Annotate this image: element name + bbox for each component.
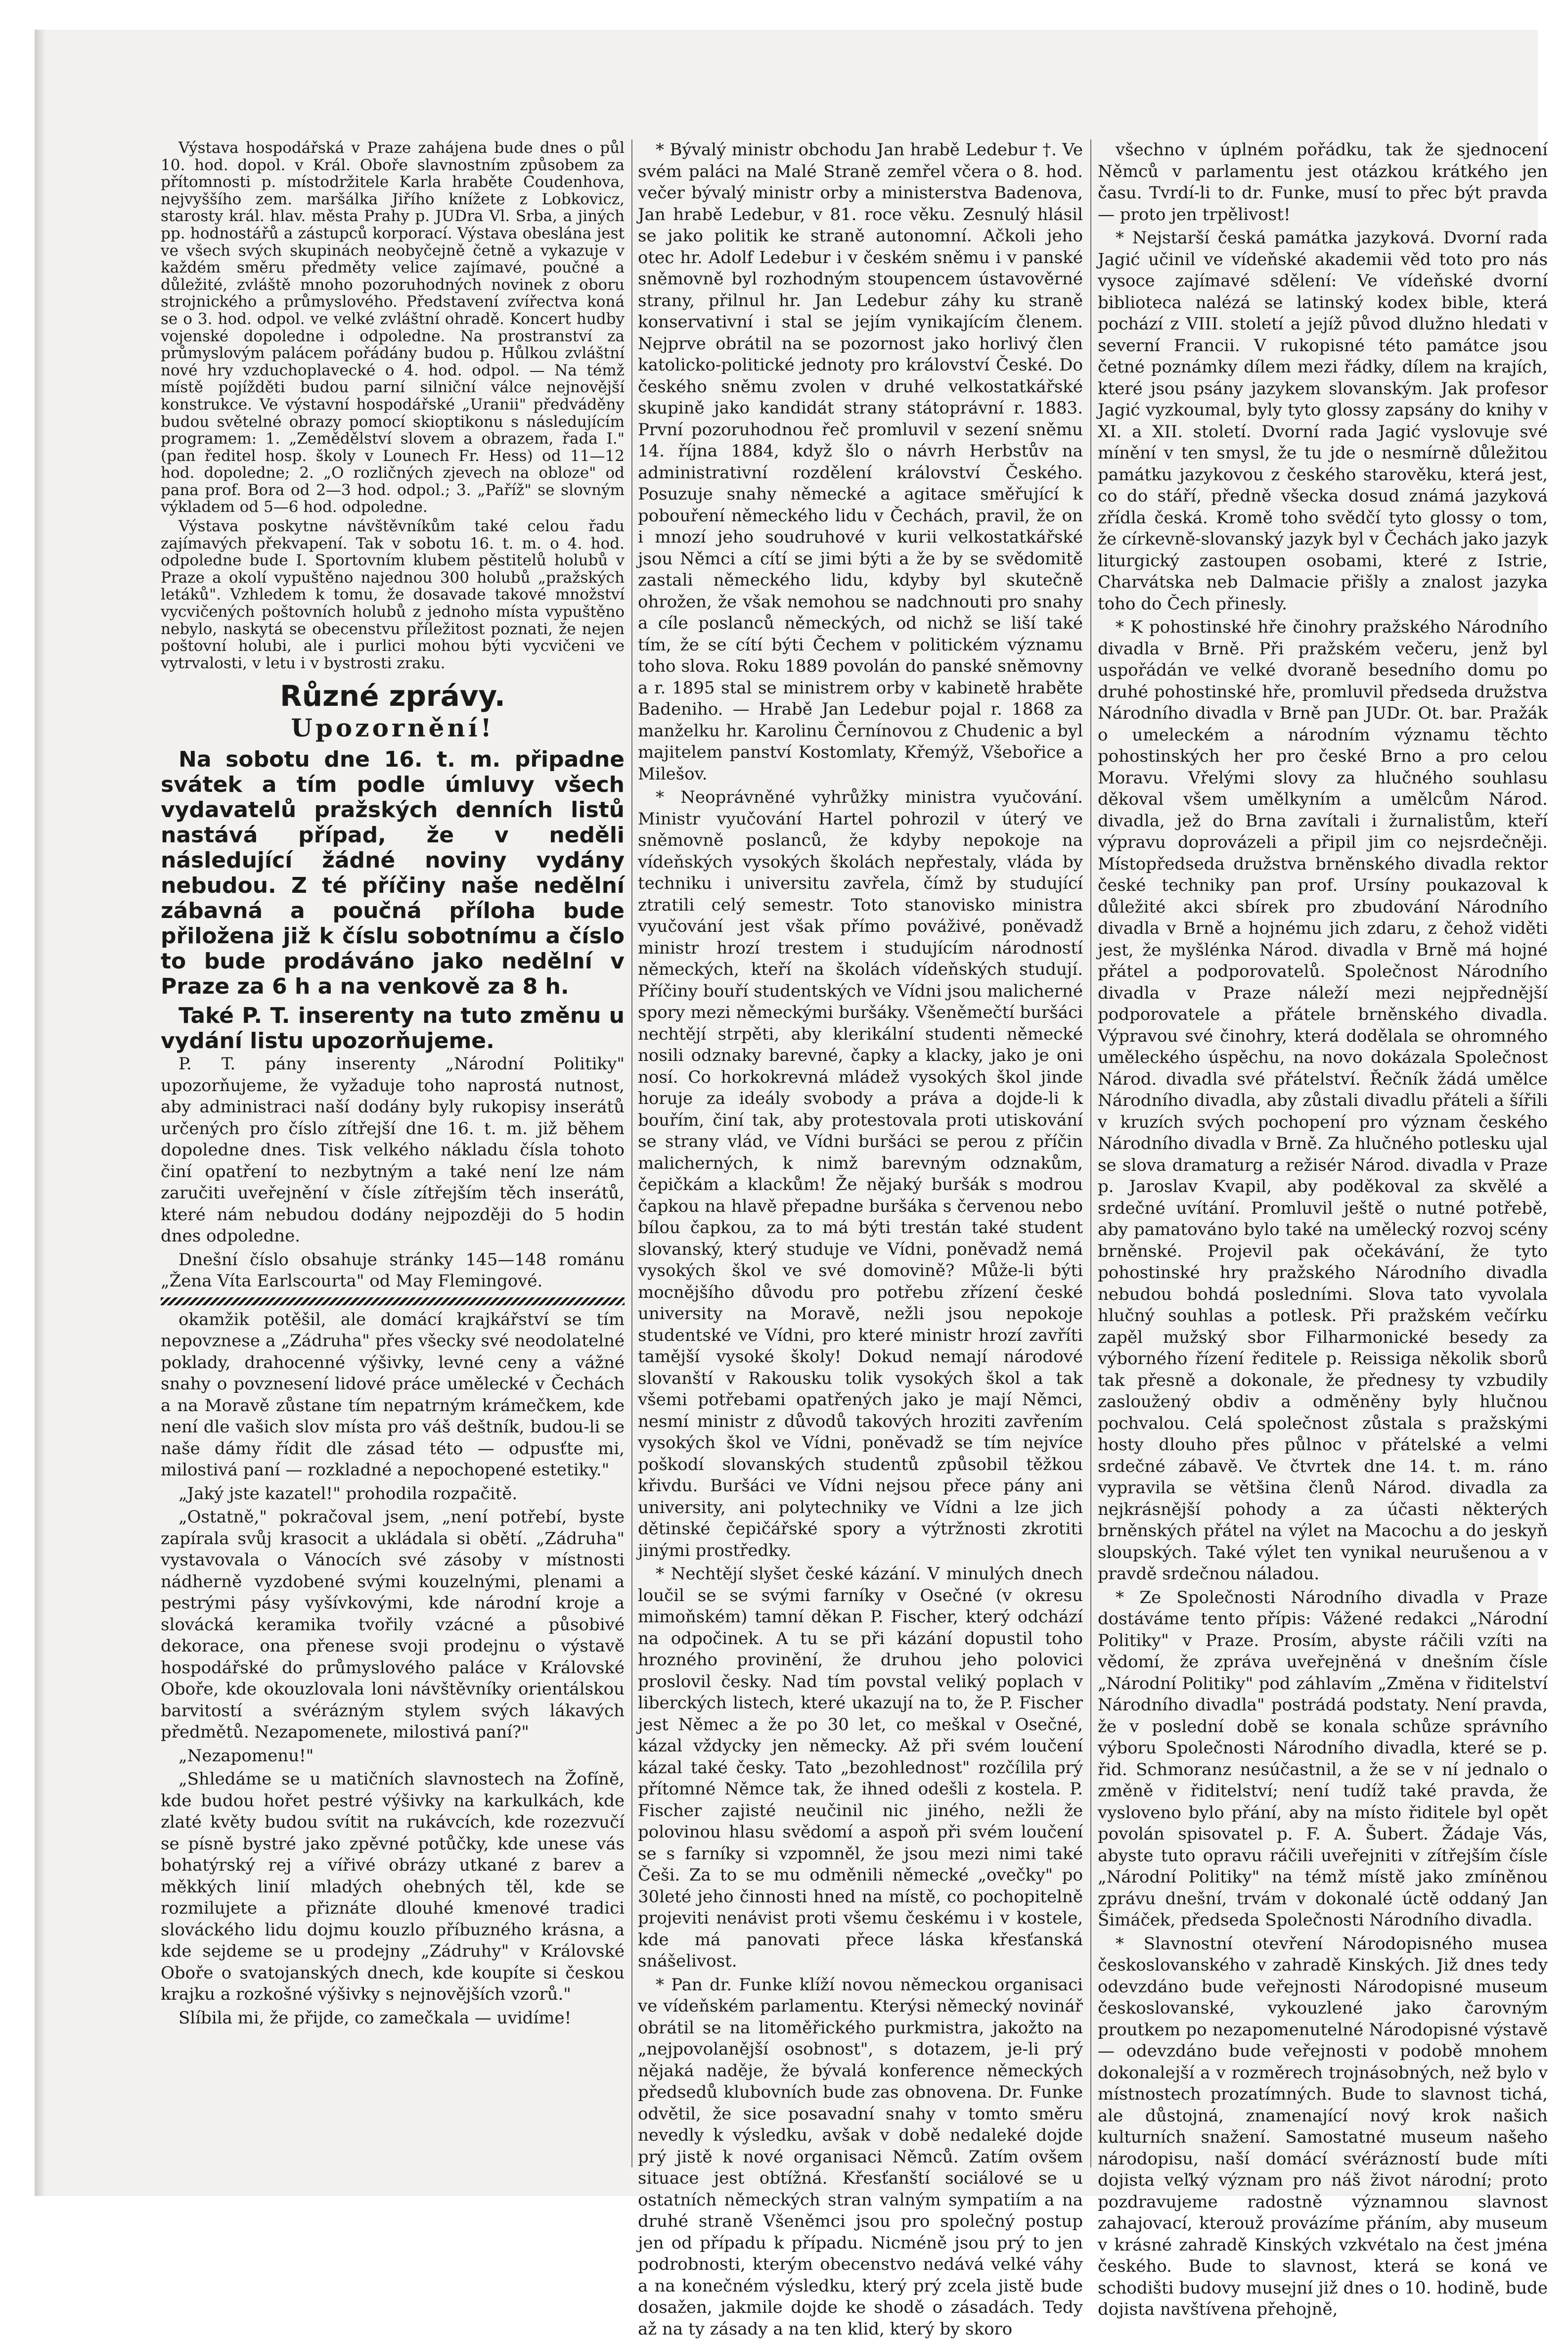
section-heading: Různé zprávy. bbox=[161, 681, 625, 711]
feuilleton-p3: „Ostatně," pokračoval jsem, „není potřebí, byste zapírala svůj krasocit a ukládala si obětí. „Zádruha" vystavovala o Vánocích své zásoby v místnosti nádherně vyzdobené svými kouzelnými, plenami a pestrými pásy vyšívkovými, kde národní kroje a slovácká keramika tvořily vzácné a působivé dekorace, ona přenese svoji prodejnu o výstavě hospodářské do průmyslového paláce v Královské Oboře, kde okouzlovala loni návštěvníky orientálskou barvitostí a svérázným stylem svých lákavých předmětů. Nezapomenete, milostivá paní?" bbox=[161, 1507, 625, 1744]
feuilleton-divider bbox=[161, 1297, 625, 1305]
museum-opening-article: * Slavnostní otevření Národopisného musea českoslovanského v zahradě Kinských. Již dnes tedy odevzdáno bude veřejnosti Národopisné museum českoslovanské, vykouzlené jako čarovným proutkem po nezapomenutelné Národopisné výstavě — odevzdáno bude veřejnosti v podobě mnohem dokonalejší a v rozměrech trojnásobných, než bylo v místnostech prozatímných. Bude to slavnost tichá, ale důstojná, znamenající nový krok našich kulturních snažení. Samostatné museum našeho národopisu, naší domácí svérázností bude míti dojista veľký význam pro náš život národní; proto pozdravujeme radostně významnou slavnost zahajovací, kterouž provázíme přáním, aby museum v krásné zahradě Kinských vzkvétalo na čest jména českého. Bude to slavnost, která se koná ve schodišti budovy musejní již dnes o 10. hodině, bude dojista navštívena přehojně, bbox=[1098, 1933, 1548, 2321]
newspaper-page bbox=[35, 30, 1538, 2196]
column-rule bbox=[1090, 139, 1091, 2167]
advertiser-notice: Také P. T. inserenty na tuto změnu u vydání listu upozorňujeme. bbox=[161, 1003, 625, 1054]
ledebur-obituary: * Bývalý ministr obchodu Jan hrabě Ledebur †. Ve svém paláci na Malé Straně zemřel včera o 8. hod. večer bývalý ministr orby a ministerstva Badenova, Jan hrabě Ledebur, v 81. roce věku. Zesnulý hlásil se jako politik ke straně autonomní. Ačkoli jeho otec hr. Adolf Ledebur i v českém sněmu i v panské sněmovně byl rozhodným stoupencem ústavověrné strany, přilnul hr. Jan Ledebur záhy ku straně konservativní i stal se jejím vynikajícím členem. Nejprve obrátil na se pozornost jako horlivý člen katolicko-politické jednoty pro království České. Do českého sněmu zvolen v druhé velkostatkářské skupině jako kandidát strany státoprávní r. 1883. První pozoruhodnou řeč promluvil v sezení sněmu 14. října 1884, když šlo o návrh Herbstův na administrativní rozdělení království Českého. Posuzuje snahy německé a agitace směřující k pobouření německého lidu v Čechách, pravil, že on i mnozí jeho soudruhové v kurii velkostatkářské jsou Němci a cítí se jimi býti a že by se svědomitě zastali německého lidu, kdyby byl skutečně ohrožen, že však nemohou se nadchnouti pro snahy a cíle poslanců německých, od nichž se liší také tím, že se cítí býti Čechem v politickém významu toho slova. Roku 1889 povolán do panské sněmovny a r. 1895 stal se ministrem orby v kabinetě hraběte Badeniho. — Hrabě Jan Ledebur pojal r. 1868 za manželku hr. Karolinu Černínovou z Chudenic a byl majitelem panství Kostomlaty, Křemýž, Všebořice a Milešov. bbox=[638, 139, 1083, 785]
feuilleton-p6: Slíbila mi, že přijde, co zamečkala — uvidíme! bbox=[161, 2008, 625, 2029]
minister-threats-article: * Neoprávněné vyhrůžky ministra vyučování. Ministr vyučování Hartel pohrozil v úterý ve sněmovně poslanců, že kdyby nepokoje na vídeňských vysokých školách nepřestaly, vláda by techniku i universitu zavřela, čímž by studující ztratili celý semestr. Toto stanovisko ministra vyučování jest však přímo pováživé, poněvadž ministr hrozí trestem i studujícím národností německých, kteří na školách vídeňských studují. Příčiny bouří studentských ve Vídni jsou malicherné spory mezi německými buršáky. Všeněmečtí buršáci nechtějí strpěti, aby klerikální studenti německé nosili odznaky barevné, čapky a klacky, jako je oni nosí. Co horkokrevná mládež vysokých škol jinde horuje za ideály svobody a práva a dojde-li k bouřím, činí tak, aby protestovala proti utiskování se strany vlád, ve Vídni buršáci se perou z příčin malicherných, k nimž barevným odznakům, čepičkám a klackům! Že nějaký buršák s modrou čapkou na hlavě přepadne buršáka s červenou nebo bílou čapkou, za to má býti trestán také student slovanský, který studuje ve Vídni, poněvadž nemá vysokých škol ve své domovině? Může-li býti mocnějšího důvodu pro potřebu zřízení české university na Moravě, nežli jsou nepokoje studentské ve Vídni, pro které ministr hrozí zavříti tamější vysoké školy! Dokud nemají národové slovanští v Rakousku tolik vysokých škol a tak všemi potřebami opatřených jako je mají Němci, nesmí ministr z důvodů takových hroziti zavřením vysokých škol ve Vídni, poněvadž se tím nejvíce poškodí slovanských studentů způsobil těžkou křivdu. Buršáci ve Vídni nejsou přece pány ani university, ani polytechniky ve Vídni a lze jich dětinské čepičářské spory a výtržnosti zkrotiti jinými prostředky. bbox=[638, 787, 1083, 1561]
theatre-society-letter: * Ze Společnosti Národního divadla v Praze dostáváme tento přípis: Vážené redakci „Národní Politiky" v Praze. Prosím, abyste ráčili vzíti na vědomí, že zpráva uveřejněná v dnešním čísle „Národní Politiky" pod záhlavím „Změna v řiditelství Národního divadla" postrádá podstaty. Není pravda, že v poslední době se konala schůze správního výboru Společnosti Národního divadla, které se p. řid. Schmoranz nesúčastnil, a že se v ní jednalo o změně v řiditelství; není tudíž také pravda, že vysloveno bylo přání, aby na místo řiditele byl opět povolán spisovatel p. F. A. Šubert. Žádaje Vás, abyste tuto opravu ráčili uveřejniti v zítřejším čísle „Národní Politiky" na témž místě jako zmíněnou zprávu dnešní, trvám v dokonalé úctě oddaný Jan Šimáček, předseda Společnosti Národního divadla. bbox=[1098, 1587, 1548, 1931]
column-right bbox=[1098, 139, 1548, 2167]
column-left bbox=[161, 139, 625, 2167]
funke-article-cont: všechno v úplném pořádku, tak že sjednocení Němců v parlamentu jest otázkou krátkého jen času. Tvrdí-li to dr. Funke, musí to přec být pravda — proto jen trpělivost! bbox=[1098, 139, 1548, 226]
theatre-brno-article: * K pohostinské hře činohry pražského Národního divadla v Brně. Při pražském večeru, jenž byl uspořádán ve velké dvoraně besedního domu po druhé pohostinské hře, promluvil předseda družstva Národního divadla v Brně pan JUDr. Ot. bar. Pražák o umeleckém a národním významu těchto pohostinských her pro české Brno a pro celou Moravu. Vřelými slovy za hlučného souhlasu děkoval všem umělkyním a umělcům Národ. divadla, jež do Brna zavítali i žurnalistům, kteří výpravu doprovázeli a připil jim co nejsrdečněji. Místopředseda družstva brněnského divadla rektor české techniky pan prof. Ursíny poukazoval k důležité akci sbírek pro zbudování Národního divadla v Brně a hojnému jich zdaru, z čehož viděti jest, že myšlénka Národ. divadla v Brně má hojné přátel a podporovatelů. Společnost Národního divadla v Praze náleží mezi nejpřednější podporovatele a přátele brněnského divadla. Výpravou své činohry, která dodělala se ohromného uměleckého úspěchu, na novo dokázala Společnost Národ. divadla své přátelství. Řečník žádá umělce Národního divadla, aby zůstali divadlu přáteli a šířili v kruzích svých pochopení pro význam českého Národního divadla v Brně. Za hlučného potlesku ujal se slova dramaturg a režisér Národ. divadla v Praze p. Jaroslav Kvapil, aby poděkoval za skvělé a srdečné uvítání. Promluvil ještě o nutné potřebě, aby pamatováno bylo také na umělecký rozvoj scény brněnské. Projevil pak očekávání, že tyto pohostinské hry pražského Národního divadla nebudou bohdá posledními. Slova tato vyvolala hlučný souhlas a potlesk. Při pražském večírku zapěl mužský sbor Filharmonické besedy za výborného řízení ředitele p. Reissiga několik sborů tak přesně a dokonale, že přednesy ty vzbudily zasloužený obdiv a odměněny byly hlučnou pochvalou. Celá společnost zůstala s pražskými hosty dlouho přes půlnoc v přátelské a velmi srdečné zábavě. Ve čtvrtek dne 14. t. m. ráno vypravila se většina členů Národ. divadla za nejkrásnější pohody a za účasti některých brněnských přátel na výlet na Macochu a do jeskyň sloupských. Také výlet ten vynikal neurušenou a v pravdě srdečnou náladou. bbox=[1098, 617, 1548, 1585]
oldest-czech-glosses-article: * Nejstarší česká památka jazyková. Dvorní rada Jagić učinil ve vídeňské akademii věd toto pro nás vysoce zajímavé sdělení: Ve vídeňské dvorní biblioteca nalézá se latinský kodex bible, která pochází z VIII. století a jejíž původ dlužno hledati v severní Francii. V rukopisné této památce jsou četné poznámky dílem mezi řádky, dílem na krajích, které jsou psány jazykem slovanským. Jak profesor Jagić vyzkoumal, byly tyto glossy zapsány do knihy v XI. a XII. století. Dvorní rada Jagić vyslovuje své mínění v ten smysl, že tu jde o nesmírně důležitou památku jazykovou z českého starověku, která jest, co do stáří, předně všecka dosud známá jazyková zřídla česká. Kromě toho svědčí tyto glossy o tom, že církevně-slovanský jazyk byl v Čechách jako jazyk liturgický zastoupen osobami, které z Istrie, Charvátska neb Dalmacie přišly a znalost jazyka toho do Čech přinesly. bbox=[1098, 228, 1548, 615]
feuilleton-p2: „Jaký jste kazatel!" prohodila rozpačitě. bbox=[161, 1483, 625, 1505]
holiday-notice: Na sobotu dne 16. t. m. připadne svátek a tím podle úmluvy všech vydavatelů pražských denních listů nastává případ, že v neděli následující žádné noviny vydány nebudou. Z té příčiny naše nedělní zábavná a poučná příloha bude přiložena již k číslu sobotnímu a číslo to bude prodáváno jako nedělní v Praze za 6 h a na venkově za 8 h. bbox=[161, 747, 625, 999]
feuilleton-p5: „Shledáme se u matičních slavnostech na Žofíně, kde budou hořet pestré výšivky na karkulkách, kde zlaté květy budou svítit na rukávcích, kde rozezvučí se písně bystré jako zpěvné potůčky, kde unese vás bohatýrský rej a vířivé obrázy utkané z barev a měkkých linií mladých ohebných těl, kde se rozmilujete a přiznáte dlouhé kmenové tradici slováckého lidu dojmu kouzlo příbuzného krásna, a kde sejdeme se u prodejny „Zádruhy" v Královské Oboře o svatojanských dnech, kde koupíte si českou krajku a rozkošné výšivky s nejnovějších vzorů." bbox=[161, 1769, 625, 2006]
feuilleton-p1: okamžik potěšil, ale domácí krajkářství se tím nepovznese a „Zádruha" přes všecky své neodolatelné poklady, drahocenné výšivky, levné ceny a vážné snahy o povznesení lidové práce umělecké v Čechách a na Moravě zůstane tím nepatrným krámečkem, kde není dle vašich slov místa pro váš deštník, budou-li se naše dámy řídit dle zásad této — odpusťte mi, milostivá paní — rozkladné a nepochopené estetiky." bbox=[161, 1309, 625, 1481]
notice-heading: Upozornění! bbox=[161, 714, 625, 742]
funke-article: * Pan dr. Funke klíží novou německou organisaci ve vídeňském parlamentu. Kterýsi německý novinář obrátil se na litoměřického purkmistra, jakožto na „nejpovolanější osobnost", s dotazem, je-li prý nějaká naděje, že bývalá konference německých předsedů klubovních bude zas obnovena. Dr. Funke odvětil, že sice posavadní snahy v tomto směru nevedly k výsledku, avšak v době nedaleké dojde prý jistě k nové organisaci Němců. Zatím ovšem situace jest obtížná. Křesťanští sociálové se u ostatních německých stran valným sympatiím a na druhé straně Všeněmci jsou pro společný postup jen od případu k případu. Nicméně jsou prý to jen podrobnosti, kterým obecenstvo nedává velké váhy a na konečném výsledku, který prý zcela jistě bude dosažen, jakmile dojde ke shodě o zásadách. Tedy až na ty zásady a na ten klid, který by skoro bbox=[638, 1974, 1083, 2340]
column-rule bbox=[631, 139, 632, 2167]
exhibition-article-cont: Výstava poskytne návštěvníkům také celou řadu zajímavých překvapení. Tak v sobotu 16. t. m. o 4. hod. odpoledne bude I. Sportovním klubem pěstitelů holubů v Praze a okolí vypuštěno najednou 300 holubů „pražských letáků". Vzhledem k tomu, že dosavade takové množství vycvičených poštovních holubů z jednoho místa vypuštěno nebylo, naskytá se obecenstvu příležitost poznati, že nejen poštovní holubi, ale i purlici mohou býti vycvičeni ve vytrvalosti, v letu i v bystrosti zraku. bbox=[161, 518, 625, 672]
exhibition-article: Výstava hospodářská v Praze zahájena bude dnes o půl 10. hod. dopol. v Král. Oboře slavnostním způsobem za přítomnosti p. místodržitele Karla hraběte Coudenhova, nejvyššího zem. maršálka Jiřího knížete z Lobkovicz, starosty král. hlav. města Prahy p. JUDra Vl. Srba, a jiných pp. hodnostářů a zástupců korporací. Výstava obeslána jest ve všech svých skupinách neobyčejně četně a vykazuje v každém směru předměty velice zajímavé, poučné a důležité, zvláště mnoho pozoruhodných novinek z oboru strojnického a průmyslového. Představení zvířectva koná se o 3. hod. odpol. ve velké zvláštní ohradě. Koncert hudby vojenské dopoledne i odpoledne. Na prostranství za průmyslovým palácem pořádány budou p. Hůlkou zvláštní nové hry vzduchoplavecké o 4. hod. odpol. — Na témž místě pojížděti budou parní silniční válce nejnovější konstrukce. Ve výstavní hospodářské „Uranii" předváděny budou světelné obrazy pomocí skioptikonu s následujícím programem: 1. „Zemědělství slovem a obrazem, řada I." (pan ředitel hosp. školy v Lounech Fr. Hess) od 11—12 hod. dopoledne; 2. „O rozličných zjevech na obloze" od pana prof. Bora od 2—3 hod. odpol.; 3. „Paříž" se slovným výkladem od 5—6 hod. odpoledne. bbox=[161, 139, 625, 516]
czech-sermon-article: * Nechtějí slyšet české kázání. V minulých dnech loučil se se svými farníky v Osečné (v okresu mimoňském) tamní děkan P. Fischer, který odchází na odpočinek. A tu se při kázání dopustil toho hrozného provinění, že druhou jeho polovici proslovil česky. Nad tím povstal veliký poplach v liberckých listech, které ukazují na to, že P. Fischer jest Němec a že po 30 let, co meškal v Osečné, kázal vždycky jen německy. Až při svém loučení kázal také česky. Tato „bezohlednost" rozčílila prý přítomné Němce tak, že ihned odešli z kostela. P. Fischer zajisté neučinil nic jiného, nežli že polovinou hlasu svědomí a aspoň při svém loučení se s farníky si vzpomněl, že jsou mezi nimi také Češi. Za to se mu odměnili německé „ovečky" po 30leté jeho činnosti hned na místě, co pochopitelně projeviti nenávist proti všemu českému i v kostele, kde má panovati přece láska křesťanská snášelivost. bbox=[638, 1563, 1083, 1973]
column-middle bbox=[638, 139, 1083, 2167]
novel-notice: Dnešní číslo obsahuje stránky 145—148 románu „Žena Víta Earlscourta" od May Flemingové. bbox=[161, 1249, 625, 1292]
feuilleton-p4: „Nezapomenu!" bbox=[161, 1745, 625, 1767]
advertiser-notice-body: P. T. pány inserenty „Národní Politiky" upozorňujeme, že vyžaduje toho naprostá nutnost, aby administraci naší dodány byly rukopisy inserátů určených pro číslo zítřejší dne 16. t. m. již během dopoledne dnes. Tisk velkého nákladu čísla tohoto činí opatření to nezbytným a také není lze nám zaručiti uveřejnění v čísle zítřejším těch inserátů, které nám nebudou dodány nejpozději do 5 hodin dnes odpoledne. bbox=[161, 1054, 625, 1247]
